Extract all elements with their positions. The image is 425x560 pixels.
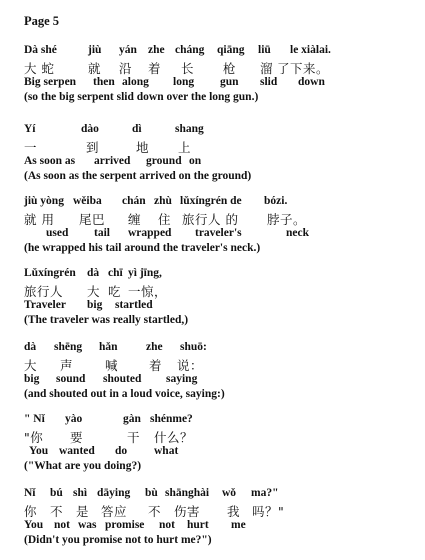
hanzi-word: 是: [76, 504, 90, 519]
pinyin-word: " Nǐ: [24, 413, 45, 425]
pinyin-word: shuō:: [180, 341, 207, 353]
pinyin-word: lǔxíngrén de: [180, 195, 242, 207]
hanzi-word: 我: [227, 504, 241, 519]
translation-line: (so the big serpent slid down over the long gun.): [24, 91, 259, 103]
gloss-word: do: [115, 445, 128, 457]
pinyin-line: [24, 123, 414, 138]
gloss-line: [24, 227, 414, 242]
gloss-word: Traveler: [24, 299, 66, 311]
pinyin-word: shānghài: [165, 487, 210, 499]
translation-line: ("What are you doing?): [24, 460, 142, 472]
gloss-word: gun: [220, 76, 239, 88]
gloss-word: then: [93, 76, 115, 88]
hanzi-line: [24, 59, 414, 76]
hanzi-line: [24, 282, 414, 299]
translation-line: (The traveler was really startled,): [24, 314, 189, 326]
sentence-block: [24, 267, 414, 329]
pinyin-word: chī: [108, 267, 123, 279]
gloss-line: [24, 299, 414, 314]
gloss-word: arrived: [94, 155, 131, 167]
hanzi-word: 地: [136, 140, 150, 155]
pinyin-word: bózi.: [264, 195, 288, 207]
pinyin-word: dà: [24, 341, 37, 353]
pinyin-word: gàn: [123, 413, 141, 425]
pinyin-word: dào: [81, 123, 99, 135]
gloss-word: big: [87, 299, 103, 311]
pinyin-word: Dà shé: [24, 44, 57, 56]
pinyin-word: dà: [87, 267, 100, 279]
sentence-block: [24, 341, 414, 403]
sentence-block: [24, 487, 414, 549]
pinyin-word: jiù: [88, 44, 102, 56]
pinyin-word: yì jīng,: [128, 267, 162, 279]
pinyin-word: yào: [65, 413, 83, 425]
gloss-word: wanted: [59, 445, 95, 457]
hanzi-word: 着: [148, 61, 162, 76]
pinyin-word: yán: [119, 44, 137, 56]
hanzi-word: 脖子。: [267, 212, 307, 227]
hanzi-word: 一惊，: [128, 284, 168, 299]
hanzi-word: 就: [88, 61, 102, 76]
pinyin-word: ma?": [251, 487, 279, 499]
hanzi-word: 长: [181, 61, 195, 76]
hanzi-word: 大: [87, 284, 101, 299]
sentence-block: [24, 413, 414, 475]
gloss-word: not: [54, 519, 70, 531]
gloss-word: saying: [166, 373, 198, 385]
pinyin-word: dāying: [97, 487, 131, 499]
hanzi-line: [24, 138, 414, 155]
gloss-word: down: [298, 76, 325, 88]
sentence-block: [24, 195, 414, 257]
gloss-line: [24, 76, 414, 91]
gloss-word: ground: [146, 155, 182, 167]
hanzi-word: 沿: [119, 61, 133, 76]
pinyin-word: bù: [145, 487, 158, 499]
hanzi-word: "你: [24, 430, 44, 445]
translation-line: (and shouted out in a loud voice, saying:): [24, 388, 225, 400]
hanzi-word: 尾巴: [79, 212, 106, 227]
translation-line: (Didn't you promise not to hurt me?"): [24, 534, 212, 546]
hanzi-word: 大 蛇: [24, 61, 55, 76]
hanzi-word: 答应: [101, 504, 128, 519]
hanzi-word: 着: [149, 358, 163, 373]
gloss-word: not: [159, 519, 175, 531]
pinyin-word: shì: [73, 487, 88, 499]
sentence-block: [24, 44, 414, 106]
gloss-line: [24, 373, 414, 388]
hanzi-word: 不: [50, 504, 64, 519]
pinyin-word: shēng: [54, 341, 83, 353]
pinyin-word: chán: [122, 195, 146, 207]
pinyin-word: dì: [132, 123, 142, 135]
hanzi-word: 吗？": [252, 504, 285, 519]
hanzi-word: 枪: [223, 61, 237, 76]
pinyin-word: Yí: [24, 123, 36, 135]
hanzi-word: 伤害: [174, 504, 201, 519]
hanzi-line: [24, 210, 414, 227]
hanzi-line: [24, 502, 414, 519]
gloss-word: tail: [94, 227, 110, 239]
pinyin-word: zhù: [154, 195, 172, 207]
gloss-word: neck: [286, 227, 309, 239]
gloss-word: me: [231, 519, 246, 531]
gloss-line: [24, 155, 414, 170]
pinyin-word: zhe: [146, 341, 163, 353]
gloss-word: sound: [56, 373, 86, 385]
hanzi-word: 吃: [108, 284, 122, 299]
pinyin-word: hǎn: [99, 341, 118, 353]
gloss-word: used: [46, 227, 69, 239]
gloss-word: shouted: [103, 373, 142, 385]
gloss-word: what: [154, 445, 179, 457]
translation-line: (As soon as the serpent arrived on the ground): [24, 170, 252, 182]
pinyin-word: wěiba: [73, 195, 102, 207]
pinyin-line: [24, 44, 414, 59]
hanzi-word: 声: [60, 358, 74, 373]
translation-line: (he wrapped his tail around the traveler's neck.): [24, 242, 261, 254]
pinyin-word: wǒ: [222, 487, 237, 499]
pinyin-line: [24, 487, 414, 502]
gloss-word: was: [78, 519, 97, 531]
gloss-word: traveler's: [195, 227, 242, 239]
gloss-word: on: [189, 155, 202, 167]
gloss-word: along: [122, 76, 149, 88]
pinyin-word: jiù yòng: [24, 195, 64, 207]
gloss-word: startled: [115, 299, 153, 311]
hanzi-word: 旅行人: [24, 284, 64, 299]
hanzi-word: 说：: [177, 358, 204, 373]
gloss-word: slid: [260, 76, 278, 88]
hanzi-word: 到: [86, 140, 100, 155]
gloss-word: long: [173, 76, 195, 88]
hanzi-word: 什么？: [154, 430, 194, 445]
pinyin-word: bú: [50, 487, 63, 499]
hanzi-word: 一: [24, 140, 38, 155]
pinyin-line: [24, 413, 414, 428]
hanzi-word: 住: [158, 212, 172, 227]
pinyin-line: [24, 341, 414, 356]
hanzi-word: 你: [24, 504, 38, 519]
hanzi-line: [24, 428, 414, 445]
hanzi-word: 大: [24, 358, 38, 373]
pinyin-word: cháng: [175, 44, 205, 56]
gloss-word: Big serpen: [24, 76, 77, 88]
pinyin-line: [24, 195, 414, 210]
hanzi-word: 了下来。: [277, 61, 330, 76]
hanzi-word: 缠: [128, 212, 142, 227]
hanzi-word: 上: [178, 140, 192, 155]
pinyin-word: liū: [258, 44, 271, 56]
pinyin-word: Lǔxíngrén: [24, 267, 76, 279]
pinyin-word: qiāng: [217, 44, 245, 56]
hanzi-word: 不: [148, 504, 162, 519]
gloss-line: [24, 445, 414, 460]
gloss-word: wrapped: [128, 227, 172, 239]
pinyin-word: le xiàlai.: [290, 44, 331, 56]
pinyin-word: shénme?: [150, 413, 193, 425]
gloss-word: You: [29, 445, 49, 457]
sentence-block: [24, 123, 414, 185]
pinyin-word: zhe: [148, 44, 165, 56]
hanzi-word: 就 用: [24, 212, 55, 227]
pinyin-line: [24, 267, 414, 282]
pinyin-word: Nǐ: [24, 487, 36, 499]
page-number: Page 5: [24, 14, 60, 28]
hanzi-word: 溜: [260, 61, 274, 76]
gloss-word: big: [24, 373, 40, 385]
gloss-word: As soon as: [24, 155, 76, 167]
hanzi-word: 要: [70, 430, 84, 445]
hanzi-line: [24, 356, 414, 373]
gloss-word: You: [24, 519, 44, 531]
pinyin-word: shang: [175, 123, 204, 135]
hanzi-word: 旅行人 的: [182, 212, 239, 227]
hanzi-word: 喊: [105, 358, 119, 373]
gloss-word: hurt: [187, 519, 209, 531]
gloss-word: promise: [105, 519, 145, 531]
gloss-line: [24, 519, 414, 534]
hanzi-word: 干: [127, 430, 141, 445]
